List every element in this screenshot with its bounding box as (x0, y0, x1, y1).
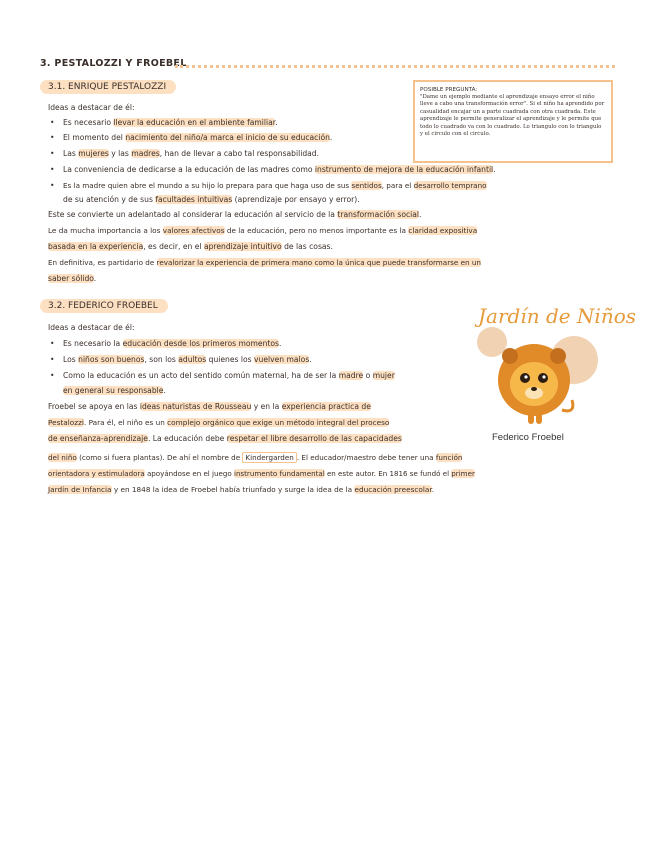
bullet-dot: • (50, 339, 55, 348)
pestalozzi-bullet-5: Es la madre quien abre el mundo a su hijo lo prepara para que haga uso de sus sentidos, para el desarrollo temprano (63, 181, 487, 190)
jardin-de-ninos-logo: Jardín de Niños (478, 304, 637, 328)
pestalozzi-para-3-cont: saber sólido. (48, 274, 97, 283)
dotted-divider (175, 65, 615, 68)
lion-face (510, 362, 558, 406)
bullet-dot: • (50, 133, 55, 142)
bullet-dot: • (50, 118, 55, 127)
pestalozzi-para-1: Este se convierte un adelantado al considerar la educación al servicio de la transformación social. (48, 210, 422, 219)
section-title: 3. PESTALOZZI Y FROEBEL (40, 58, 187, 69)
froebel-bullet-2: Los niños son buenos, son los adultos quienes los vuelven malos. (63, 355, 312, 364)
froebel-para-line-2: Pestalozzi. Para él, el niño es un complejo orgánico que exige un método integral del proceso (48, 418, 390, 427)
froebel-intro: Ideas a destacar de él: (48, 323, 135, 332)
lion-ear (550, 348, 566, 364)
pestalozzi-bullet-5-cont: de su atención y de sus facultades intuitivas (aprendizaje por ensayo y error). (63, 195, 360, 204)
froebel-bullet-1: Es necesario la educación desde los primeros momentos. (63, 339, 282, 348)
bullet-dot: • (50, 165, 55, 174)
froebel-para-line-4: del niño (como si fuera plantas). De ahí el nombre de Kindergarden . El educador/maestro debe tener una función (48, 453, 463, 462)
box-title: POSIBLE PREGUNTA: (420, 87, 478, 93)
pestalozzi-subtitle: 3.1. ENRIQUE PESTALOZZI (40, 80, 176, 94)
froebel-para-line-3: de enseñanza-aprendizaje. La educación debe respetar el libre desarrollo de las capacidades (48, 434, 402, 443)
froebel-para-line-6: Jardín de Infancia y en 1848 la idea de Froebel había triunfado y surge la idea de la educación preescolar. (48, 485, 435, 494)
pestalozzi-intro: Ideas a destacar de él: (48, 103, 135, 112)
pestalozzi-para-2: Le da mucha importancia a los valores afectivos de la educación, pero no menos importante es la claridad expositiva (48, 226, 478, 235)
box-text: "Dame un ejemplo mediante el aprendizaje ensayo error el niño lleve a cabo una transformación error". Si el niño ha aprendido por casualidad encajar un a parte cuadrada con otra cuadrada. Este aprendizaje le permite generalizar el aprendizaje y le permite que todo lo cuadrado va con lo cuadrado. Lo triangulo con lo triangulo y el circulo con el circulo. (420, 94, 605, 138)
lion-tail (562, 400, 573, 411)
bullet-dot: • (50, 149, 55, 158)
froebel-para-line-5: orientadora y estimuladora apoyándose en el juego instrumento fundamental en este autor. En 1816 se fundó el primer (48, 469, 475, 478)
bubble-shape (477, 327, 507, 357)
pestalozzi-bullet-1: Es necesario llevar la educación en el ambiente familiar. (63, 118, 278, 127)
froebel-bullet-3: Como la educación es un acto del sentido común maternal, ha de ser la madre o mujer (63, 371, 395, 380)
bullet-dot: • (50, 355, 55, 364)
lion-ear (502, 348, 518, 364)
pestalozzi-bullet-3: Las mujeres y las madres, han de llevar a cabo tal responsabilidad. (63, 149, 320, 158)
possible-question-box (413, 80, 613, 163)
bullet-dot: • (50, 181, 55, 190)
pestalozzi-bullet-2: El momento del nacimiento del niño/a marca el inicio de su educación. (63, 133, 333, 142)
pestalozzi-para-2-cont: basada en la experiencia, es decir, en el aprendizaje intuitivo de las cosas. (48, 242, 333, 251)
lion-nose (531, 387, 537, 391)
froebel-bullet-3-cont: en general su responsable. (63, 386, 166, 395)
froebel-para-line-1: Froebel se apoya en las ideas naturistas de Rousseau y en la experiencia practica de (48, 402, 371, 411)
kindergarden-term: Kindergarden (242, 452, 296, 463)
pestalozzi-para-3: En definitiva, es partidario de revalorizar la experiencia de primera mano como la única que puede transformarse en un (48, 258, 481, 267)
pestalozzi-bullet-4: La conveniencia de dedicarse a la educación de las madres como instrumento de mejora de la educación infantil. (63, 165, 496, 174)
froebel-subtitle: 3.2. FEDERICO FROEBEL (40, 299, 168, 313)
bullet-dot: • (50, 371, 55, 380)
image-caption: Federico Froebel (492, 432, 564, 443)
